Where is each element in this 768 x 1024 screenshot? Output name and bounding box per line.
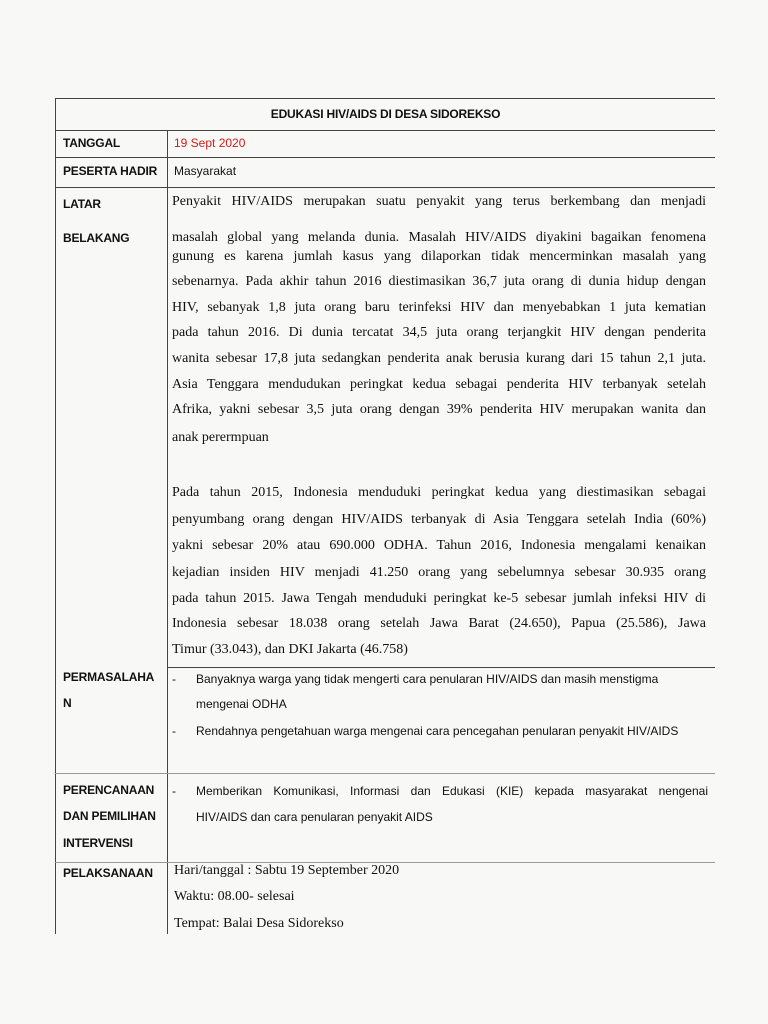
- bullet-dash: -: [172, 672, 176, 686]
- permasalahan-item-2-line1: Rendahnya pengetahuan warga mengenai cara pencegahan penularan penyakit HIV/AIDS: [196, 724, 679, 738]
- perencanaan-label-3: INTERVENSI: [63, 836, 133, 850]
- paragraph-line: Asia Tenggara mendudukan peringkat kedua sebagai penderita HIV terbanyak setelah: [172, 377, 706, 392]
- paragraph-line: yakni sebesar 20% atau 690.000 ODHA. Tahun 2016, Indonesia mengalami kenaikan: [172, 538, 706, 553]
- pelaksanaan-label: PELAKSANAAN: [63, 866, 153, 880]
- paragraph-line: sebenarnya. Pada akhir tahun 2016 diestimasikan 36,7 juta orang di dunia hidup dengan: [172, 274, 706, 289]
- permasalahan-label-2: N: [63, 696, 72, 710]
- table-title: EDUKASI HIV/AIDS DI DESA SIDOREKSO: [55, 98, 715, 131]
- permasalahan-label-1: PERMASALAHA: [63, 670, 155, 684]
- tanggal-label: TANGGAL: [63, 136, 121, 150]
- tanggal-value: 19 Sept 2020: [174, 136, 246, 150]
- paragraph-line: Pada tahun 2015, Indonesia menduduki peringkat kedua yang diestimasikan sebagai: [172, 485, 706, 500]
- peserta-value: Masyarakat: [174, 164, 237, 178]
- paragraph-line: anak perermpuan: [172, 430, 269, 445]
- permasalahan-item-1-line1: Banyaknya warga yang tidak mengerti cara penularan HIV/AIDS dan masih menstigma: [196, 672, 659, 686]
- paragraph-line: Penyakit HIV/AIDS merupakan suatu penyakit yang terus berkembang dan menjadi: [172, 194, 706, 209]
- paragraph-line: pada tahun 2016. Di dunia tercatat 34,5 juta orang terjangkit HIV dengan penderita: [172, 325, 706, 340]
- paragraph-line: pada tahun 2015. Jawa Tengah menduduki peringkat ke-5 sebesar jumlah infeksi HIV di: [172, 591, 706, 606]
- paragraph-line: masalah global yang melanda dunia. Masalah HIV/AIDS diyakini bagaikan fenomena: [172, 230, 706, 245]
- paragraph-line: HIV, sebanyak 1,8 juta orang baru terinfeksi HIV dan menyebabkan 1 juta kematian: [172, 300, 706, 315]
- pelaksanaan-line-2: Waktu: 08.00- selesai: [174, 889, 295, 904]
- paragraph-line: Timur (33.043), dan DKI Jakarta (46.758): [172, 642, 408, 657]
- row-divider: [55, 157, 715, 158]
- latar-label-2: BELAKANG: [63, 231, 130, 245]
- perencanaan-line2: HIV/AIDS dan cara penularan penyakit AIDS: [196, 810, 433, 824]
- paragraph-line: wanita sebesar 17,8 juta sedangkan penderita anak berusia kurang dari 15 tahun 2,1 juta.: [172, 351, 706, 366]
- paragraph-line: gunung es karena jumlah kasus yang dilaporkan tidak mencerminkan masalah yang: [172, 249, 706, 264]
- paragraph-line: Indonesia sebesar 18.038 orang setelah Jawa Barat (24.650), Papua (25.586), Jawa: [172, 616, 706, 631]
- row-divider: [55, 187, 715, 188]
- bullet-dash: -: [172, 724, 176, 738]
- perencanaan-label-1: PERENCANAAN: [63, 783, 155, 797]
- column-divider: [167, 131, 168, 934]
- row-divider: [55, 773, 715, 774]
- paragraph-line: kejadian insiden HIV menjadi 41.250 orang yang sebelumnya sebesar 30.935 orang: [172, 565, 706, 580]
- bullet-dash: -: [172, 784, 176, 798]
- perencanaan-label-2: DAN PEMILIHAN: [63, 809, 156, 823]
- peserta-label: PESERTA HADIR: [63, 164, 158, 178]
- permasalahan-item-1-line2: mengenai ODHA: [196, 697, 287, 711]
- paragraph-line: Afrika, yakni sebesar 3,5 juta orang dengan 39% penderita HIV merupakan wanita dan: [172, 402, 706, 417]
- paragraph-line: penyumbang orang dengan HIV/AIDS terbanyak di Asia Tenggara setelah India (60%): [172, 512, 706, 527]
- latar-label-1: LATAR: [63, 197, 101, 211]
- pelaksanaan-line-1: Hari/tanggal : Sabtu 19 September 2020: [174, 863, 400, 878]
- table-left-border: [55, 131, 56, 934]
- perencanaan-line1: Memberikan Komunikasi, Informasi dan Edukasi (KIE) kepada masyarakat nengenai: [196, 784, 708, 798]
- pelaksanaan-line-3: Tempat: Balai Desa Sidorekso: [174, 916, 344, 931]
- row-divider: [167, 667, 715, 668]
